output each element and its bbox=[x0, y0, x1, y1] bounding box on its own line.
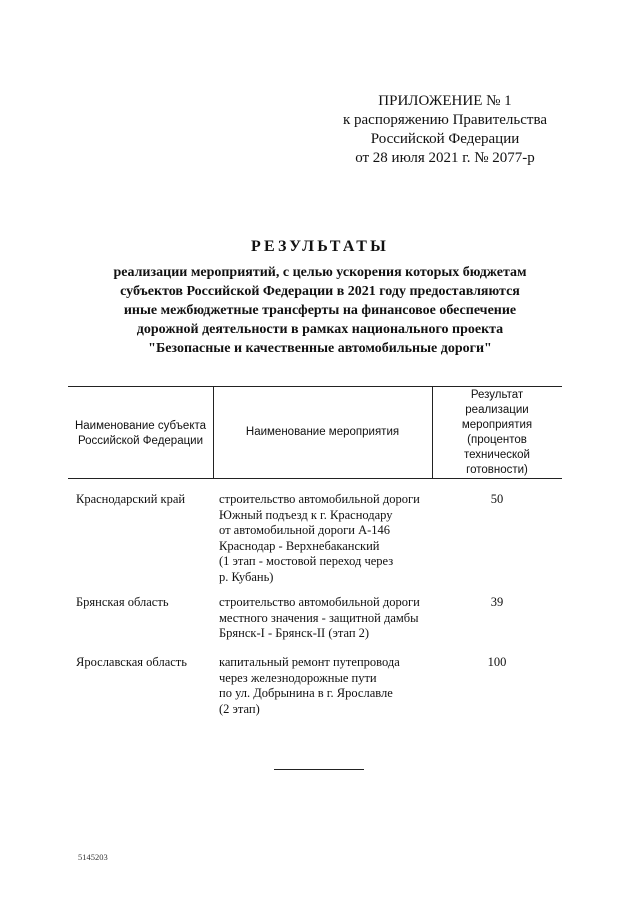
document-heading: РЕЗУЛЬТАТЫ bbox=[250, 238, 390, 255]
header-subject: Наименование субъекта Российской Федерации bbox=[74, 420, 207, 447]
subtitle-line: реализации мероприятий, с целью ускорения которых бюджетам bbox=[113, 265, 527, 280]
table-row-event: строительство автомобильной дороги местного значения - защитной дамбы Брянск-I - Брянск-II (этап 2) bbox=[219, 595, 420, 640]
table-row-subject: Брянская область bbox=[76, 595, 169, 609]
table-row-subject: Краснодарский край bbox=[76, 492, 186, 506]
appendix-title: ПРИЛОЖЕНИЕ № 1 bbox=[378, 93, 512, 109]
table-row-result: 39 bbox=[490, 595, 504, 609]
subtitle-line: иные межбюджетные трансферты на финансовое обеспечение bbox=[123, 303, 517, 318]
table-top-rule bbox=[68, 386, 562, 387]
appendix-line-2: Российской Федерации bbox=[370, 131, 520, 147]
header-event: Наименование мероприятия bbox=[245, 426, 400, 438]
document-subtitle bbox=[60, 263, 580, 358]
table-row-result: 100 bbox=[487, 655, 507, 669]
document-number: 5145203 bbox=[78, 852, 108, 862]
table-row-result: 50 bbox=[490, 492, 504, 506]
header-result: Результат реализации мероприятия (процентов технической готовности) bbox=[461, 389, 533, 476]
subtitle-line: "Безопасные и качественные автомобильные дороги" bbox=[148, 341, 492, 356]
table-header-rule bbox=[68, 478, 562, 479]
table-row-event: капитальный ремонт путепровода через железнодорожные пути по ул. Добрынина в г. Ярославле (2 этап) bbox=[219, 655, 400, 716]
table-row-event: строительство автомобильной дороги Южный подъезд к г. Краснодару от автомобильной дороги А-146 Краснодар - Верхнебаканский (1 этап - мостовой переход через р. Кубань) bbox=[219, 492, 420, 584]
end-rule bbox=[274, 769, 364, 770]
table-row-subject: Ярославская область bbox=[76, 655, 187, 669]
appendix-line-3: от 28 июля 2021 г. № 2077-р bbox=[355, 150, 535, 166]
subtitle-line: дорожной деятельности в рамках национального проекта bbox=[136, 322, 504, 337]
appendix-block bbox=[330, 92, 560, 168]
appendix-line-1: к распоряжению Правительства bbox=[342, 112, 547, 128]
subtitle-line: субъектов Российской Федерации в 2021 году предоставляются bbox=[120, 284, 520, 299]
